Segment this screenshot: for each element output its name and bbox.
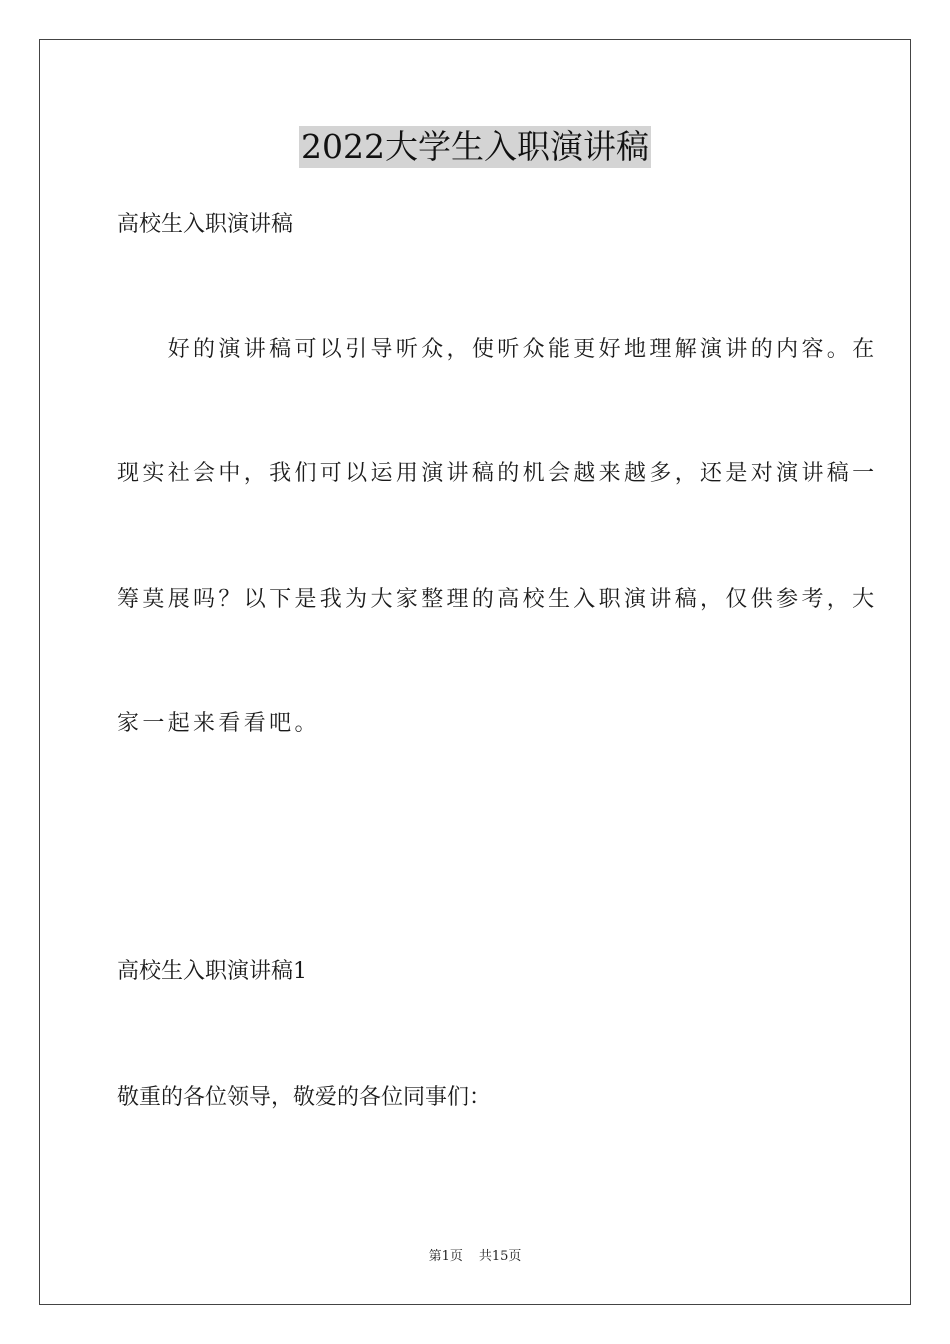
- intro-line-1: 好的演讲稿可以引导听众，使听众能更好地理解演讲的内容。在: [117, 337, 878, 362]
- intro-line-4: 家一起来看看吧。: [117, 711, 320, 736]
- document-subtitle: 高校生入职演讲稿: [117, 212, 294, 237]
- salutation: 敬重的各位领导，敬爱的各位同事们：: [117, 1085, 492, 1110]
- page-total: 共15页: [478, 1249, 522, 1264]
- intro-line-3: 筹莫展吗？以下是我为大家整理的高校生入职演讲稿，仅供参考，大: [117, 587, 878, 612]
- document-title: 2022大学生入职演讲稿: [301, 127, 649, 166]
- intro-line-2: 现实社会中，我们可以运用演讲稿的机会越来越多，还是对演讲稿一: [117, 461, 878, 486]
- title-container: [0, 126, 950, 168]
- section-heading: 高校生入职演讲稿1: [117, 959, 307, 984]
- page-footer: [0, 1248, 950, 1266]
- page-number: 第1页: [428, 1249, 463, 1264]
